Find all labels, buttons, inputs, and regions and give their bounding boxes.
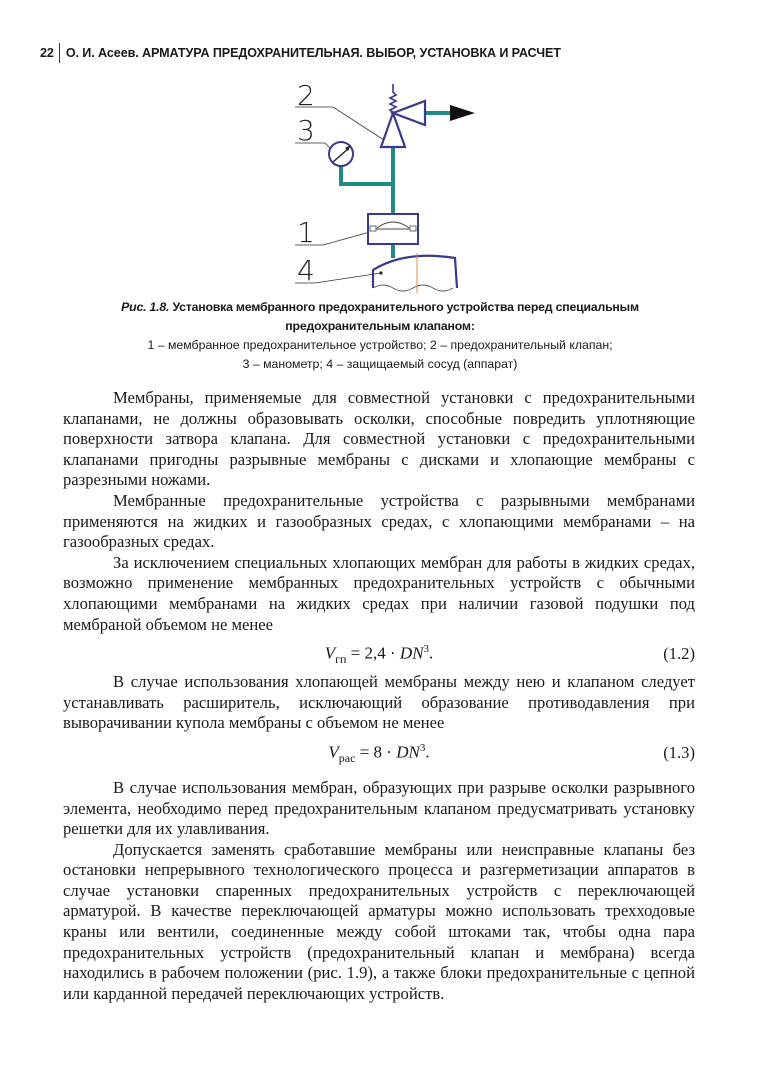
formula-rhs: = 2,4 · (346, 643, 400, 663)
paragraph: Мембранные предохранительные устройства с разрывными мембранами применяются на жидких и газообразных средах, с хлопающими мембранами – на газообразных средах. (63, 490, 695, 552)
formula-dn: DN (396, 742, 420, 762)
body-text (63, 388, 695, 1004)
formula-number: (1.2) (663, 643, 695, 663)
page-number: 22 (40, 46, 54, 60)
formula-sup: 3 (419, 741, 426, 754)
formula-end: . (425, 742, 430, 762)
formula-var: V (328, 742, 339, 762)
formula-end: . (429, 643, 434, 663)
label-4: 4 (297, 254, 315, 287)
caption-title (60, 298, 700, 317)
paragraph: В случае использования мембран, образующих при разрыве осколки разрывного элемента, необходимо перед предохранительным клапаном предусматривать установку решетки для их улавливания. (63, 777, 695, 839)
paragraph: Допускается заменять сработавшие мембраны или неисправные клапаны без остановки непрерывного технологического процесса и разгерметизации аппаратов в случае установки спаренных предохранительных устройств с переключающей арматурой. В качестве переключающей арматуры можно использовать трехходовые краны или вентили, соединенные между собой штоками так, чтобы одна пара предохранительных устройств (предохранительный клапан и мембрана) всегда находились в рабочем положении (рис. 1.9), а также блоки предохранительные с цепной или карданной передачей переключающих устройств. (63, 839, 695, 1003)
figure-1-8-diagram (255, 80, 505, 295)
caption-title-line2: предохранительным клапаном: (285, 319, 475, 333)
label-1: 1 (297, 216, 315, 249)
formula-sub: гп (335, 651, 347, 666)
label-2: 2 (297, 80, 315, 112)
formula-1-3 (63, 736, 695, 770)
formula-dn: DN (399, 643, 424, 663)
formula-sup: 3 (423, 642, 430, 655)
caption-legend-line1: 1 – мембранное предохранительное устройство; 2 – предохранительный клапан; (147, 338, 613, 352)
caption-title-text: Установка мембранного предохранительного устройства перед специальным (169, 300, 639, 314)
running-header (40, 43, 561, 63)
paragraph: За исключением специальных хлопающих мембран для работы в жидких средах, возможно применение мембранных предохранительных устройств с обычными хлопающими мембранами на жидких средах при наличии газовой подушки под мембраной объемом не менее (63, 552, 695, 634)
formula-var: V (324, 643, 336, 663)
label-3: 3 (297, 114, 315, 147)
manometer-icon (329, 142, 353, 166)
caption-fig-label: Рис. 1.8. (121, 300, 170, 314)
formula-number: (1.3) (663, 742, 695, 762)
caption-legend-line2: 3 – манометр; 4 – защищаемый сосуд (аппарат) (242, 357, 518, 371)
running-title: О. И. Асеев. АРМАТУРА ПРЕДОХРАНИТЕЛЬНАЯ. ВЫБОР, УСТАНОВКА И РАСЧЕТ (65, 46, 561, 60)
formula-1-2 (63, 637, 695, 671)
header-divider (59, 43, 60, 63)
figure-caption (60, 298, 700, 374)
paragraph: В случае использования хлопающей мембраны между нею и клапаном следует устанавливать расширитель, исключающий образование противодавления при выворачивании купола мембраны с объемом не менее (63, 672, 695, 733)
formula-sub: рас (338, 750, 356, 765)
formula-rhs: = 8 · (355, 742, 397, 762)
paragraph: Мембраны, применяемые для совместной установки с предохранительными клапанами, не должны образовывать осколки, способные повредить уплотняющие поверхности затвора клапана. Для совместной установки с предохранительными клапанами пригодны разрывные мембраны с дисками и хлопающие мембраны с разрезными ножами. (63, 388, 695, 490)
